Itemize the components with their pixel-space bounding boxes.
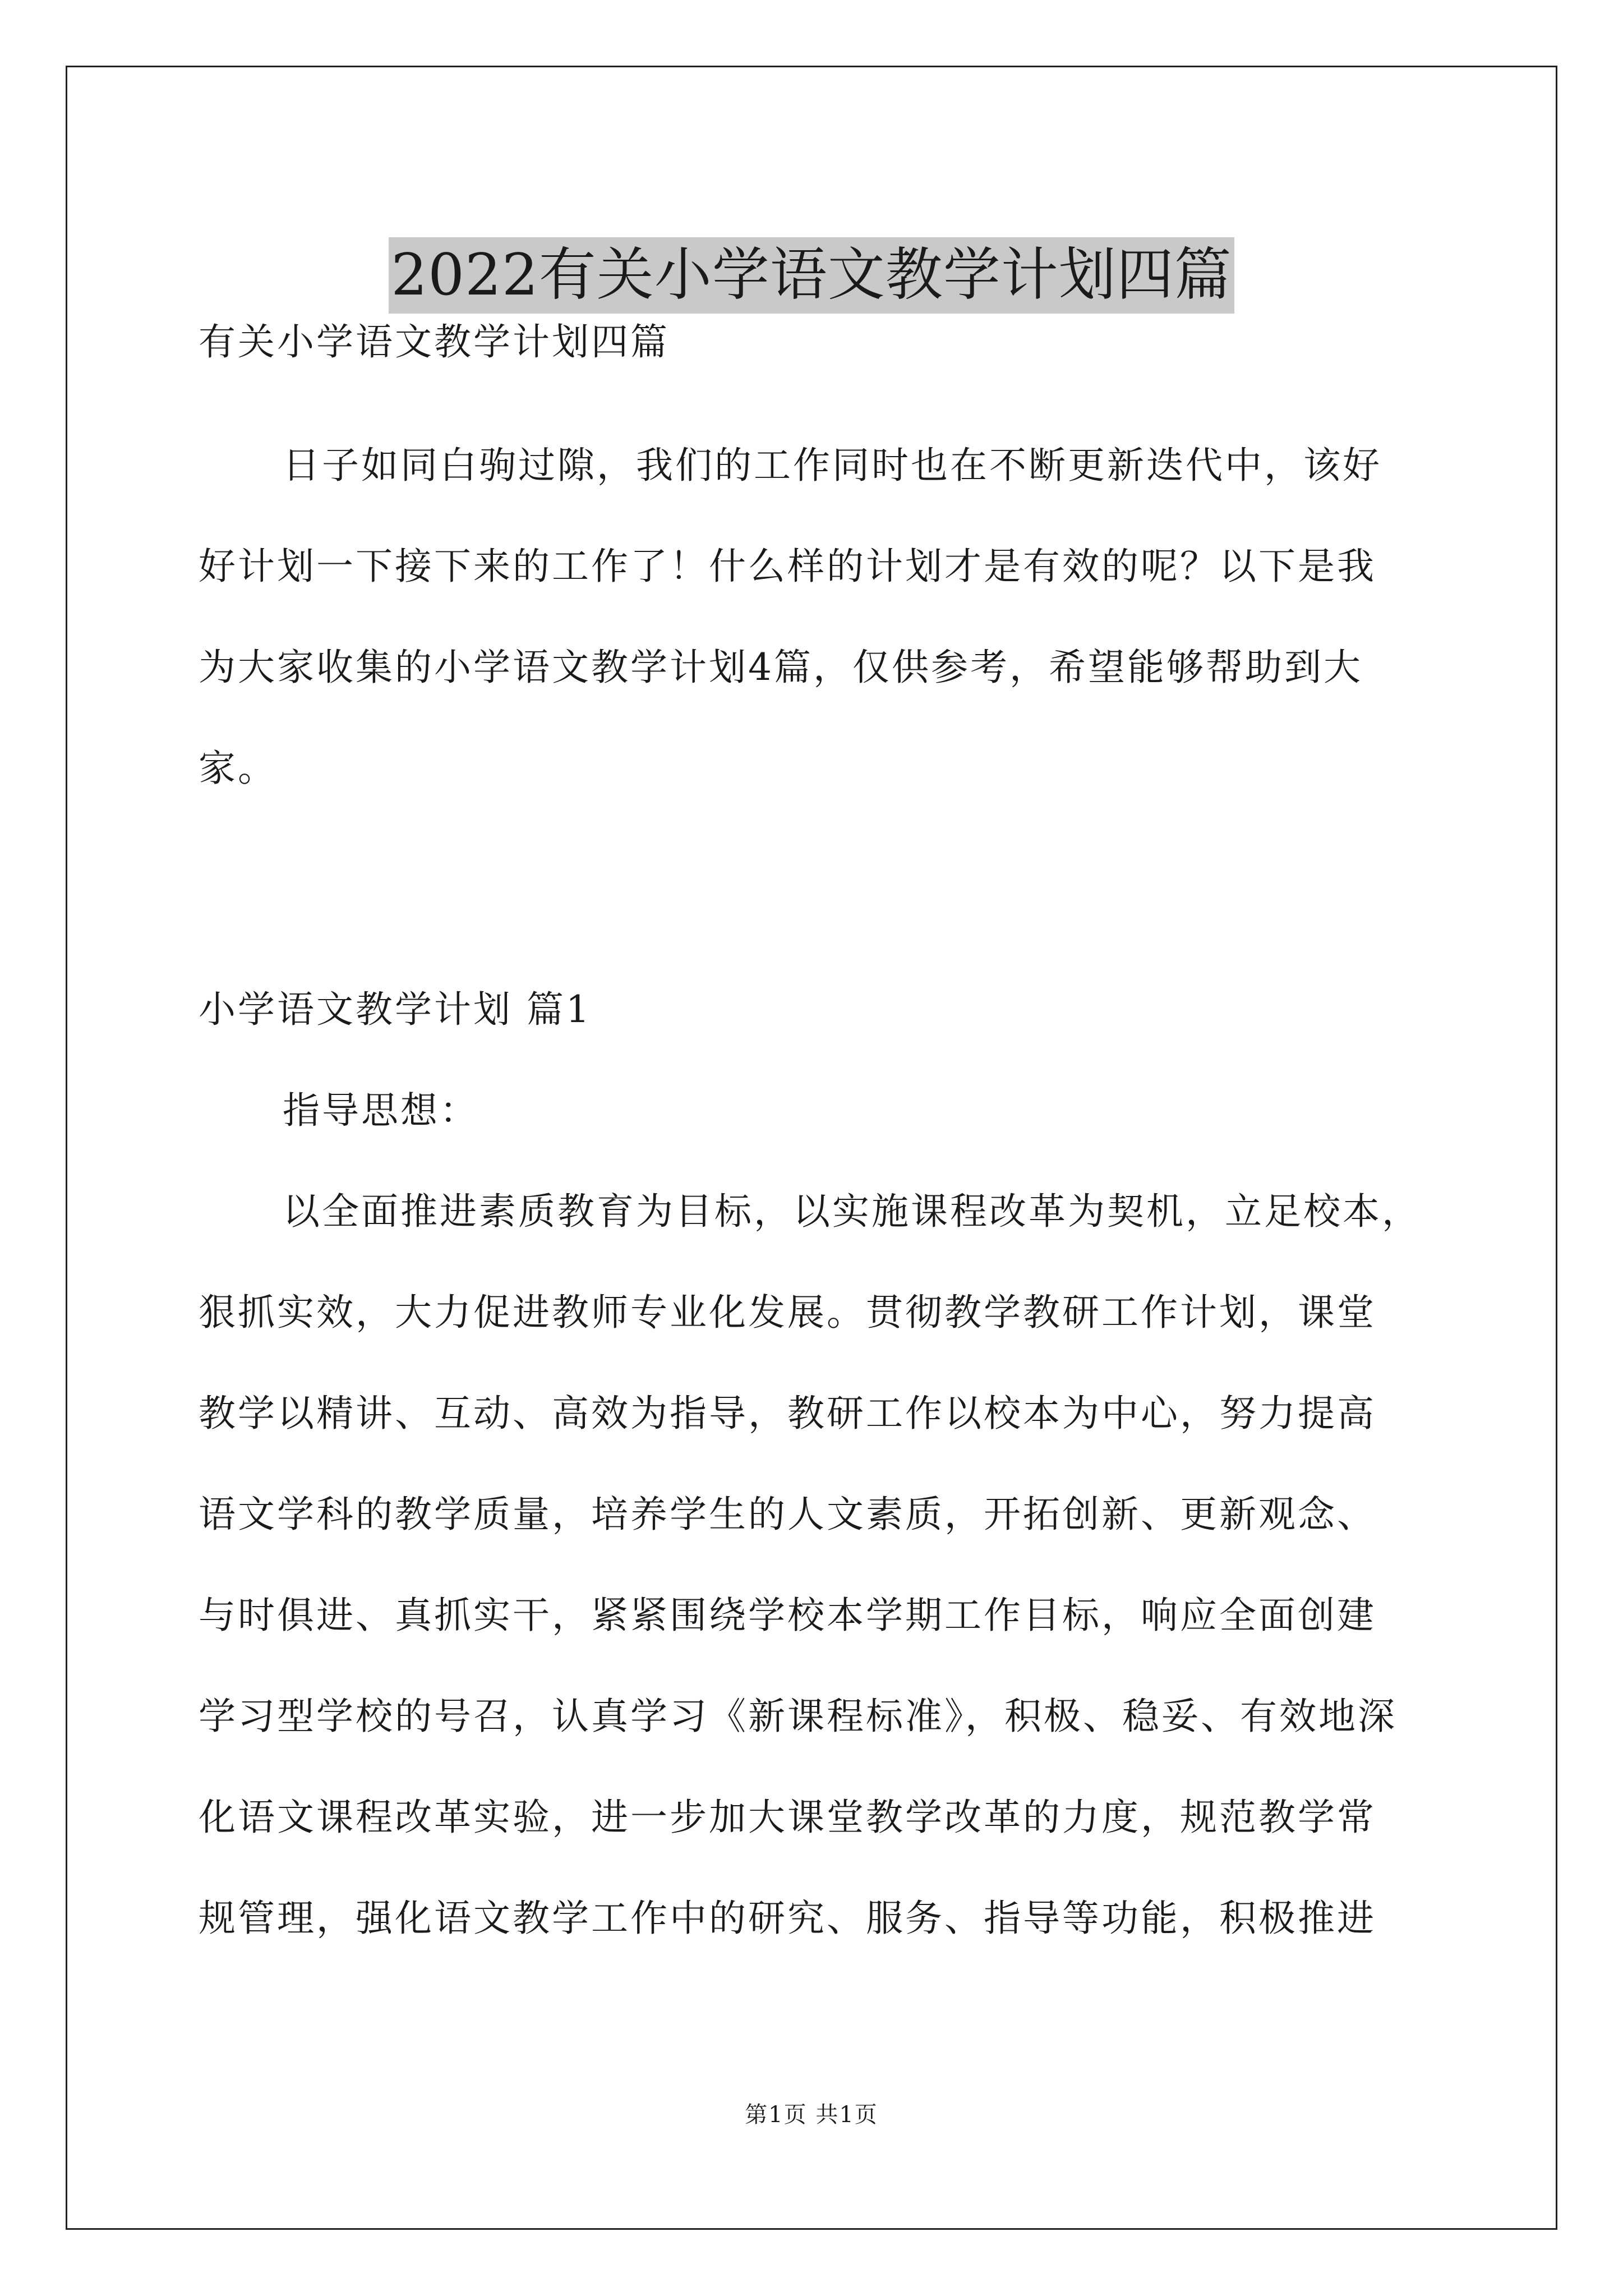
body-line: 学习型学校的号召，认真学习《新课程标准》，积极、稳妥、有效地深 (199, 1695, 1397, 1738)
guide-heading: 指导思想： (283, 1089, 479, 1132)
body-line: 以全面推进素质教育为目标，以实施课程改革为契机，立足校本， (283, 1190, 1421, 1233)
intro-line: 日子如同白驹过隙，我们的工作同时也在不断更新迭代中，该好 (283, 444, 1382, 487)
body-line: 狠抓实效，大力促进教师专业化发展。贯彻教学教研工作计划，课堂 (199, 1291, 1376, 1334)
body-line: 教学以精讲、互动、高效为指导，教研工作以校本为中心，努力提高 (199, 1392, 1376, 1435)
body-line: 语文学科的教学质量，培养学生的人文素质，开拓创新、更新观念、 (199, 1493, 1376, 1536)
section-heading: 小学语文教学计划 篇1 (199, 988, 592, 1031)
intro-line: 为大家收集的小学语文教学计划4篇，仅供参考，希望能够帮助到大 (199, 646, 1363, 689)
body-line: 与时俱进、真抓实干，紧紧围绕学校本学期工作目标，响应全面创建 (199, 1594, 1376, 1637)
intro-line: 好计划一下接下来的工作了！什么样的计划才是有效的呢？以下是我 (199, 545, 1376, 588)
subtitle: 有关小学语文教学计划四篇 (199, 320, 670, 364)
body-line: 化语文课程改革实验，进一步加大课堂教学改革的力度，规范教学常 (199, 1796, 1376, 1839)
intro-line: 家。 (199, 747, 277, 790)
page-footer: 第1页 共1页 (745, 2102, 878, 2128)
body-line: 规管理，强化语文教学工作中的研究、服务、指导等功能，积极推进 (199, 1897, 1376, 1940)
document-title: 2022有关小学语文教学计划四篇 (389, 237, 1234, 314)
